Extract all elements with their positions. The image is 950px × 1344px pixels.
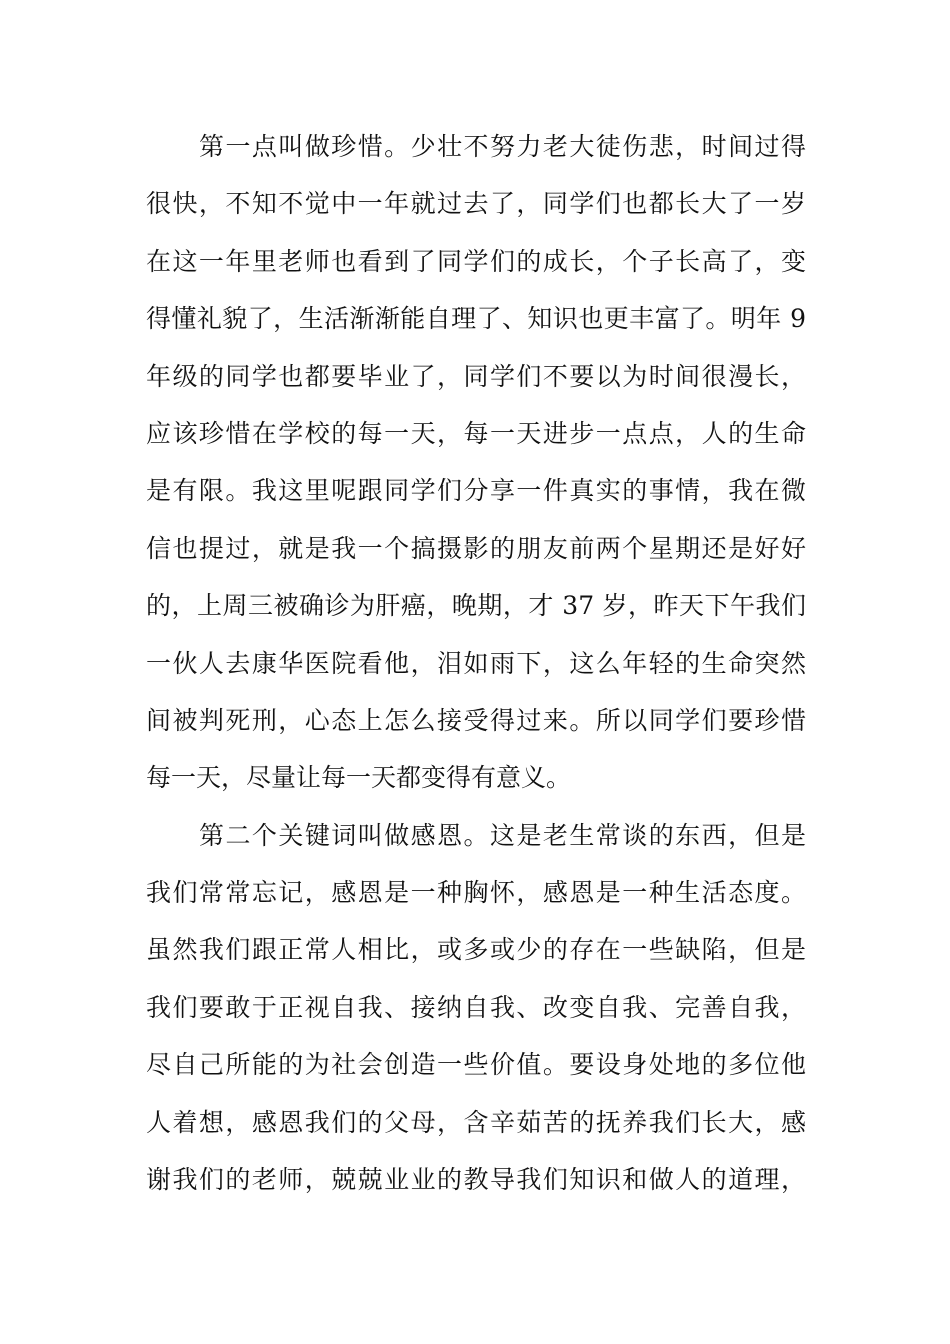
text-line: 第一点叫做珍惜。少壮不努力老大徒伤悲，时间过得 bbox=[199, 132, 806, 161]
text-line: 是有限。我这里呢跟同学们分享一件真实的事情，我在微 bbox=[146, 476, 806, 506]
text-line: 谢我们的老师，兢兢业业的教导我们知识和做人的道理， bbox=[146, 1165, 806, 1195]
text-line: 虽然我们跟正常人相比，或多或少的存在一些缺陷，但是 bbox=[146, 935, 806, 965]
text-line: 间被判死刑，心态上怎么接受得过来。所以同学们要珍惜 bbox=[146, 705, 806, 735]
text-line: 很快，不知不觉中一年就过去了，同学们也都长大了一岁 bbox=[146, 189, 806, 219]
text-line: 一伙人去康华医院看他，泪如雨下，这么年轻的生命突然 bbox=[146, 648, 806, 678]
text-line: 尽自己所能的为社会创造一些价值。要设身处地的多位他 bbox=[146, 1050, 806, 1080]
paragraph-1 bbox=[146, 118, 806, 807]
paragraph-2 bbox=[146, 807, 806, 1209]
text-line: 我们常常忘记，感恩是一种胸怀，感恩是一种生活态度。 bbox=[146, 878, 806, 908]
text-line: 人着想，感恩我们的父母，含辛茹苦的抚养我们长大，感 bbox=[146, 1107, 806, 1137]
text-line: 应该珍惜在学校的每一天，每一天进步一点点，人的生命 bbox=[146, 418, 806, 448]
text-line: 得懂礼貌了，生活渐渐能自理了、知识也更丰富了。明年 9 bbox=[146, 304, 806, 334]
text-line: 的，上周三被确诊为肝癌，晚期，才 37 岁，昨天下午我们 bbox=[146, 591, 806, 621]
text-line: 每一天，尽量让每一天都变得有意义。 bbox=[146, 763, 572, 793]
text-line: 我们要敢于正视自我、接纳自我、改变自我、完善自我， bbox=[146, 992, 806, 1022]
text-line: 在这一年里老师也看到了同学们的成长，个子长高了，变 bbox=[146, 246, 806, 276]
text-line: 年级的同学也都要毕业了，同学们不要以为时间很漫长， bbox=[146, 361, 806, 391]
text-line: 第二个关键词叫做感恩。这是老生常谈的东西，但是 bbox=[199, 820, 806, 850]
text-line: 信也提过，就是我一个搞摄影的朋友前两个星期还是好好 bbox=[146, 533, 806, 563]
document-body bbox=[146, 118, 806, 1208]
